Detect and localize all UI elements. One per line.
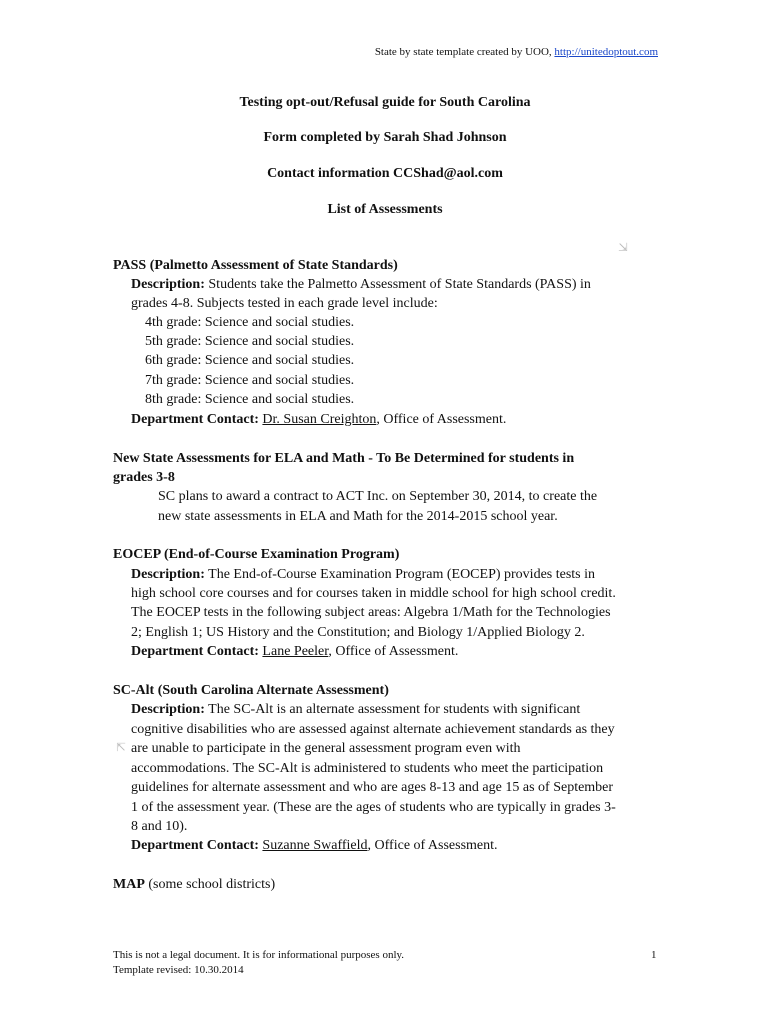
newstate-heading: New State Assessments for ELA and Math - To Be Determined for students in [113, 451, 575, 466]
map-label: MAP [113, 877, 145, 892]
eocep-contact-label: Department Contact: [131, 644, 259, 659]
pass-heading: PASS (Palmetto Assessment of State Standards) [113, 258, 398, 273]
map-suffix: (some school districts) [144, 877, 276, 892]
eocep-description [131, 565, 595, 584]
scalt-desc-line: 8 and 10). [131, 819, 188, 834]
footer-revised: Template revised: 10.30.2014 [113, 964, 244, 976]
scalt-desc-line: guidelines for alternate assessment and who are ages 8-13 and age 15 as of September [131, 780, 614, 795]
pass-contact-suffix: , Office of Assessment. [376, 412, 507, 427]
scalt-contact-label: Department Contact: [131, 838, 259, 853]
pass-desc-line: grades 4-8. Subjects tested in each grade level include: [131, 296, 438, 311]
newstate-body-line: SC plans to award a contract to ACT Inc. on September 30, 2014, to create the [158, 489, 598, 504]
pass-grade-item: 8th grade: Science and social studies. [145, 392, 355, 407]
scalt-desc-line: cognitive disabilities who are assessed against alternate achievement standards as they [131, 722, 615, 737]
eocep-contact-link[interactable]: Lane Peeler [262, 644, 329, 659]
pass-contact-label: Department Contact: [131, 412, 259, 427]
scalt-desc-line: accommodations. The SC-Alt is administered to students who meet the participation [131, 761, 604, 776]
scalt-desc-label: Description: [131, 702, 205, 717]
newstate-body-line: new state assessments in ELA and Math for the 2014-2015 school year. [158, 509, 558, 524]
form-author: Form completed by Sarah Shad Johnson [263, 130, 507, 145]
header-link[interactable]: http://unitedoptout.com [554, 46, 658, 58]
document-title: Testing opt-out/Refusal guide for South Carolina [239, 95, 531, 110]
pass-desc-label: Description: [131, 277, 205, 292]
scalt-contact-link[interactable]: Suzanne Swaffield [262, 838, 368, 853]
scalt-heading: SC-Alt (South Carolina Alternate Assessment) [113, 683, 389, 698]
scalt-contact [131, 836, 498, 855]
pass-grade-item: 5th grade: Science and social studies. [145, 334, 355, 349]
page-header [375, 46, 658, 58]
header-text: State by state template created by UOO, [374, 46, 555, 58]
eocep-desc-label: Description: [131, 567, 205, 582]
footer-disclaimer: This is not a legal document. It is for informational purposes only. [113, 949, 405, 961]
page-number: 1 [651, 949, 657, 961]
eocep-heading: EOCEP (End-of-Course Examination Program) [113, 547, 400, 562]
eocep-desc-line: The End-of-Course Examination Program (EOCEP) provides tests in [204, 567, 596, 582]
eocep-desc-line: high school core courses and for courses taken in middle school for high school credit. [131, 586, 616, 601]
eocep-desc-line: 2; English 1; US History and the Constitution; and Biology 1/Applied Biology 2. [131, 625, 585, 640]
pass-description [131, 275, 591, 294]
map-heading [113, 875, 275, 894]
pass-contact-link[interactable]: Dr. Susan Creighton [262, 412, 377, 427]
scalt-desc-line: The SC-Alt is an alternate assessment for students with significant [204, 702, 581, 717]
cursor-mark-icon: ⇱ [116, 740, 127, 754]
eocep-contact [131, 642, 458, 661]
eocep-contact-suffix: , Office of Assessment. [328, 644, 459, 659]
pass-desc-line: Students take the Palmetto Assessment of State Standards (PASS) in [204, 277, 591, 292]
cursor-mark-icon: ⇲ [618, 240, 629, 254]
newstate-heading: grades 3-8 [113, 470, 175, 485]
list-heading: List of Assessments [327, 202, 443, 217]
scalt-contact-suffix: , Office of Assessment. [367, 838, 498, 853]
pass-contact [131, 410, 506, 429]
pass-grade-item: 4th grade: Science and social studies. [145, 315, 355, 330]
scalt-desc-line: 1 of the assessment year. (These are the ages of students who are typically in grades 3- [131, 800, 616, 815]
scalt-description [131, 700, 580, 719]
pass-grade-item: 6th grade: Science and social studies. [145, 353, 355, 368]
scalt-desc-line: are unable to participate in the general assessment program even with [131, 741, 521, 756]
contact-info: Contact information CCShad@aol.com [267, 166, 503, 181]
eocep-desc-line: The EOCEP tests in the following subject areas: Algebra 1/Math for the Technologies [131, 605, 611, 620]
pass-grade-item: 7th grade: Science and social studies. [145, 373, 355, 388]
